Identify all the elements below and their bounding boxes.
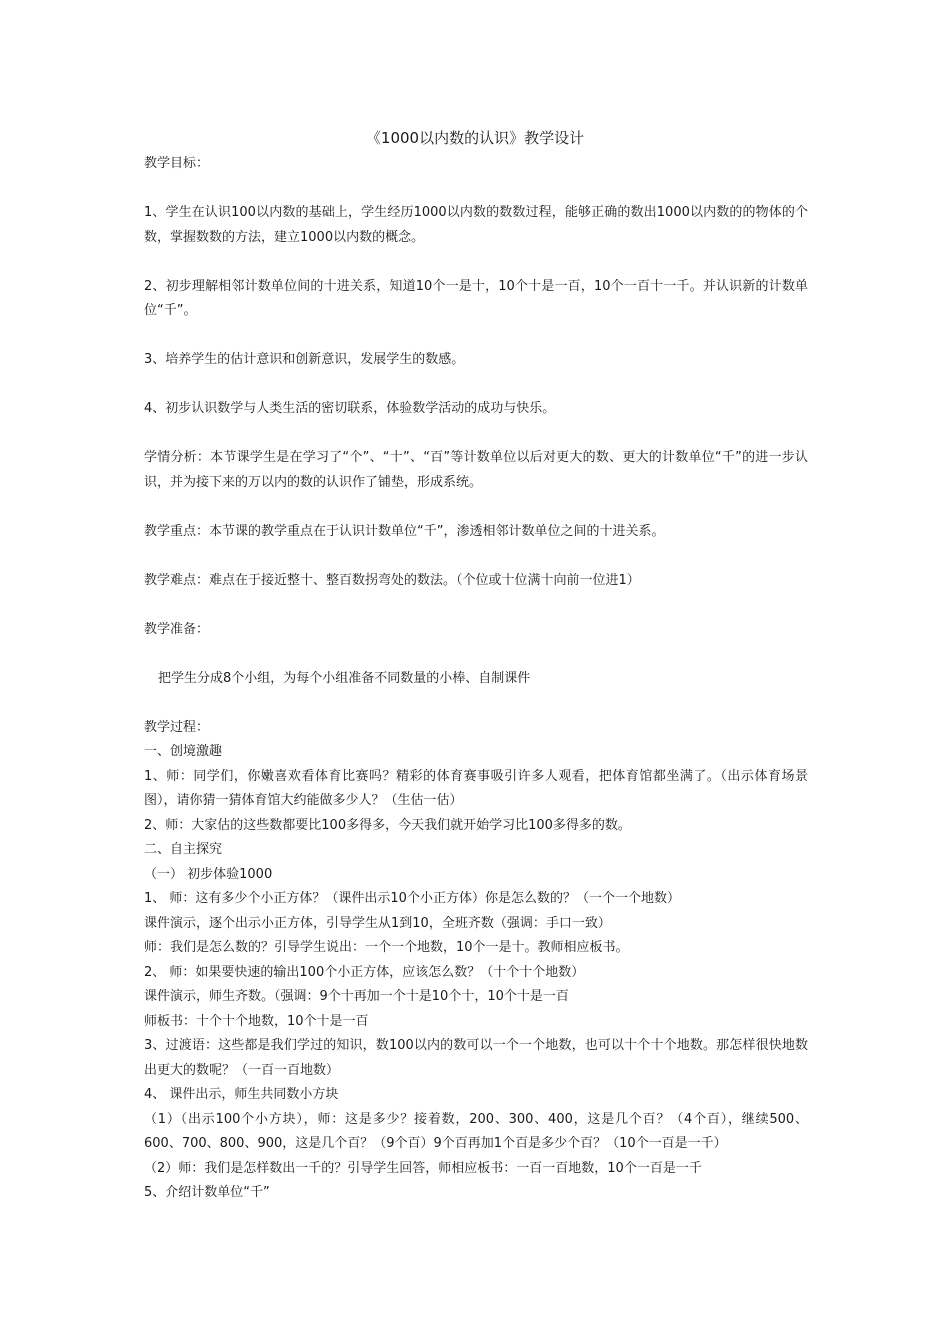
goals-heading: 教学目标： (144, 156, 210, 171)
process-line: 课件演示，师生齐数。（强调：9个十再加一个十是10个十，10个十是一百 (144, 989, 569, 1004)
goal-item: 1、学生在认识100以内数的基础上，学生经历1000以内数的数数过程，能够正确的数出1000以内数的的物体的个数，掌握数数的方法，建立1000以内数的概念。 (144, 205, 808, 245)
preparation-heading: 教学准备： (144, 621, 210, 637)
process-line: 2、 师：如果要快速的输出100个小正方体，应该怎么数？（十个十个地数） (144, 964, 585, 980)
goal-item: 2、初步理解相邻计数单位间的十进关系，知道10个一是十，10个十是一百，10个一百十一千。并认识新的计数单位“千”。 (144, 278, 808, 318)
process-line: 2、师：大家估的这些数都要比100多得多，今天我们就开始学习比100多得多的数。 (144, 817, 631, 833)
goal-item: 3、培养学生的估计意识和创新意识，发展学生的数感。 (144, 352, 465, 367)
analysis-paragraph: 学情分析：本节课学生是在学习了“个”、“十”、“百”等计数单位以后对更大的数、更大的计数单位“千”的进一步认识，并为接下来的万以内的数的认识作了铺垫，形成系统。 (144, 450, 808, 490)
process-line: 1、 师：这有多少个小正方体？（课件出示10个小正方体）你是怎么数的？（一个一个地数） (144, 891, 680, 906)
process-line: 3、过渡语：这些都是我们学过的知识，数100以内的数可以一个一个地数，也可以十个十个地数。那怎样很快地数出更大的数呢？（一百一百地数） (144, 1038, 808, 1078)
process-line: （一） 初步体验1000 (144, 866, 273, 882)
process-line: 二、自主探究 (144, 842, 223, 857)
difficulty-paragraph: 教学难点：难点在于接近整十、整百数拐弯处的数法。（个位或十位满十向前一位进1） (144, 572, 640, 588)
document-title: 《1000以内数的认识》教学设计 (365, 129, 585, 147)
process-line: 5、介绍计数单位“千” (144, 1185, 270, 1200)
process-line: 师：我们是怎么数的？引导学生说出：一个一个地数，10个一是十。教师相应板书。 (144, 940, 629, 955)
key-point-paragraph: 教学重点：本节课的教学重点在于认识计数单位“千”，渗透相邻计数单位之间的十进关系。 (144, 523, 665, 539)
process-line: 课件演示，逐个出示小正方体，引导学生从1到10，全班齐数（强调：手口一致） (144, 915, 611, 931)
process-line: 4、 课件出示，师生共同数小方块 (144, 1087, 339, 1102)
process-line: 1、师：同学们，你嫩喜欢看体育比赛吗？精彩的体育赛事吸引许多人观看，把体育馆都坐满了。（出示体育场景图），请你猜一猜体育馆大约能做多少人？（生估一估） (144, 768, 808, 808)
process-line: 一、创境激趣 (144, 744, 223, 759)
document-body (144, 152, 808, 1206)
process-line: （1）（出示100个小方块），师：这是多少？接着数，200、300、400，这是几个百？（4个百），继续500、600、700、800、900，这是几个百？（9个百）9个百再加1个百是多少个百？（10个一百是一千） (144, 1111, 808, 1151)
process-line: 师板书：十个十个地数，10个十是一百 (144, 1013, 369, 1029)
preparation-paragraph: 把学生分成8个小组，为每个小组准备不同数量的小棒、自制课件 (158, 670, 531, 686)
process-heading: 教学过程： (144, 719, 210, 735)
goal-item: 4、初步认识数学与人类生活的密切联系，体验数学活动的成功与快乐。 (144, 401, 556, 416)
process-line: （2）师：我们是怎样数出一千的？引导学生回答，师相应板书：一百一百地数，10个一百是一千 (144, 1160, 702, 1176)
